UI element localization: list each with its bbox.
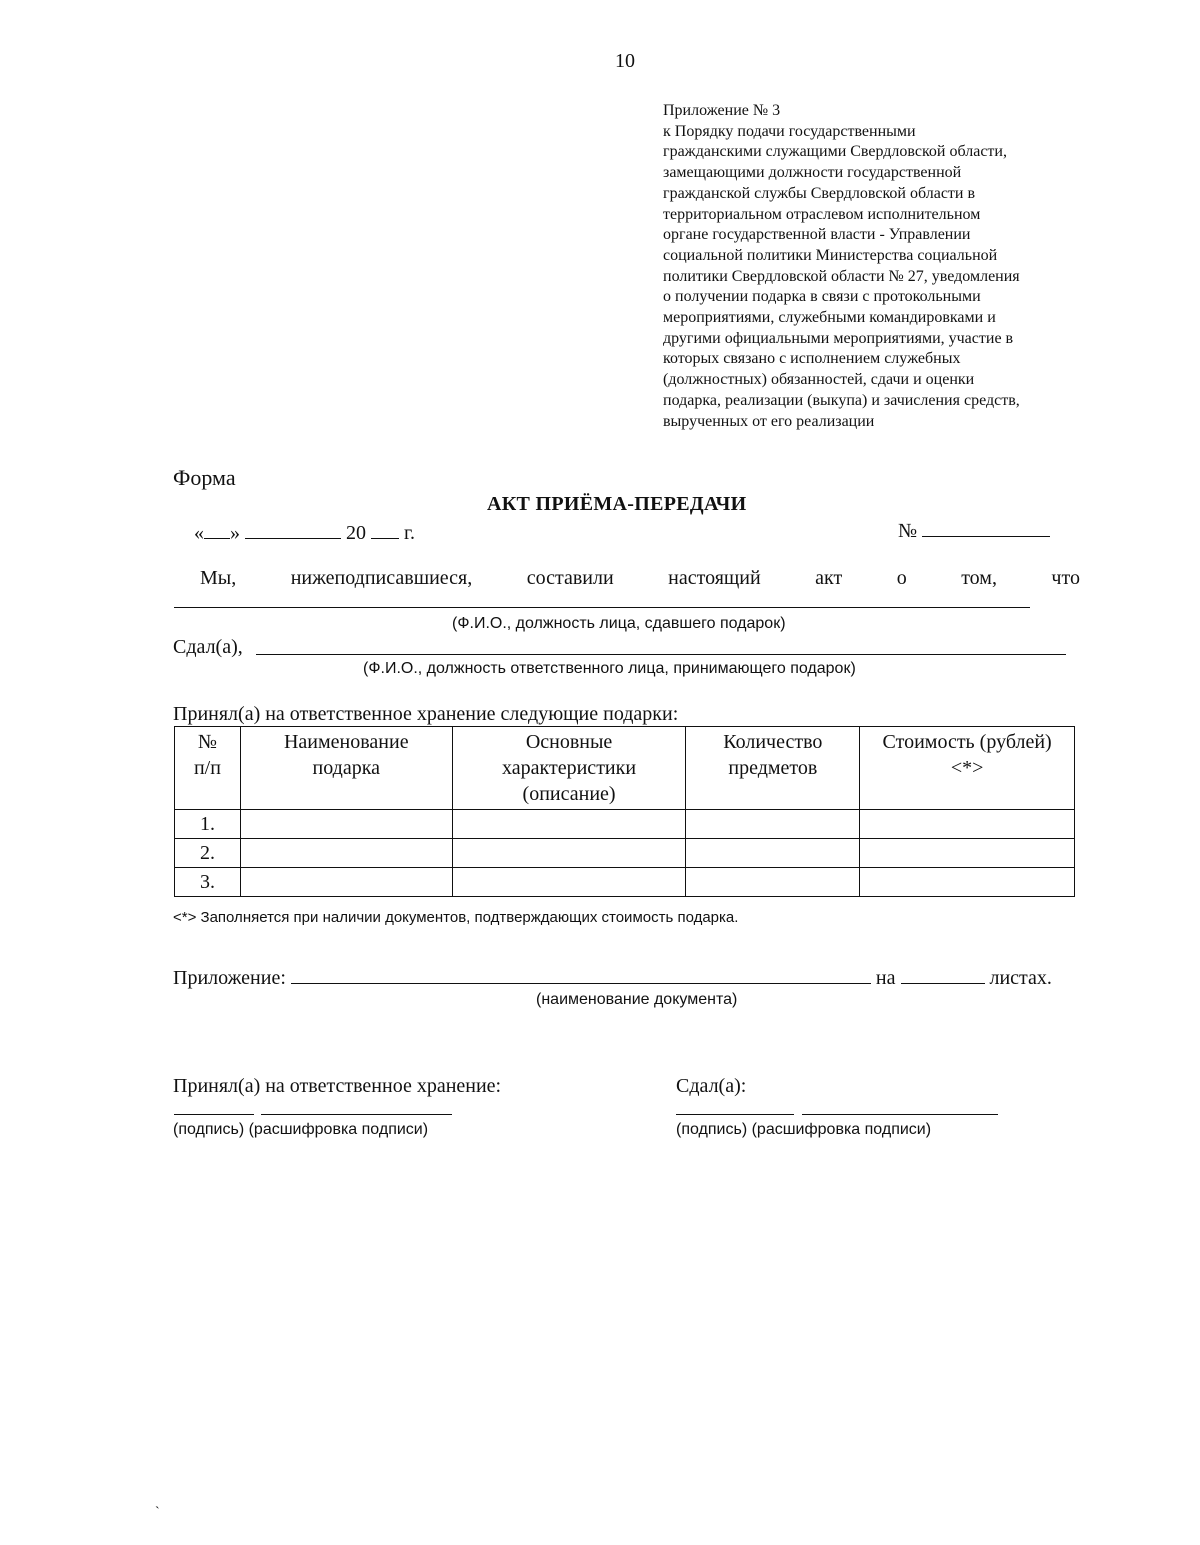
- attachment-caption: (наименование документа): [536, 991, 738, 1008]
- receiver-name-line[interactable]: [256, 654, 1066, 655]
- table-row: [175, 839, 1075, 868]
- act-number-field[interactable]: [922, 518, 1050, 537]
- intro-word: том,: [961, 567, 997, 589]
- giver-signature-decode-line[interactable]: [802, 1114, 998, 1115]
- appendix-line: замещающими должности государственной: [663, 164, 962, 182]
- date-close-quote: »: [230, 522, 240, 544]
- scan-speck: ˋ: [155, 1505, 160, 1520]
- appendix-line: территориальном отраслевом исполнительном: [663, 205, 981, 223]
- year-suffix: г.: [404, 522, 415, 544]
- giver-signature-label: Сдал(а):: [676, 1075, 747, 1097]
- appendix-line: гражданской службы Свердловской области в: [663, 184, 976, 202]
- year-prefix: 20: [346, 522, 366, 544]
- header-quantity: Количество предметов: [686, 727, 860, 810]
- header-gift-name: Наименование подарка: [240, 727, 452, 810]
- cost-cell[interactable]: [860, 810, 1075, 839]
- attachment-label: Приложение:: [173, 967, 286, 989]
- receiver-signature-caption: (подпись) (расшифровка подписи): [173, 1121, 429, 1138]
- appendix-line: (должностных) обязанностей, сдачи и оценки: [663, 371, 975, 389]
- appendix-line: органе государственной власти - Управлении: [663, 226, 971, 244]
- intro-word: Мы,: [200, 567, 237, 589]
- intro-word: нижеподписавшиеся,: [290, 567, 473, 589]
- attachment-sheets: листах.: [989, 967, 1052, 989]
- header-characteristics: Основные характеристики (описание): [452, 727, 686, 810]
- year-field[interactable]: [371, 520, 399, 539]
- table-header-row: [175, 727, 1075, 810]
- month-field[interactable]: [245, 520, 341, 539]
- cost-footnote: <*> Заполняется при наличии документов, подтверждающих стоимость подарка.: [173, 909, 739, 926]
- handed-label: Сдал(а),: [173, 636, 243, 658]
- intro-word: о: [896, 567, 907, 589]
- intro-word: настоящий: [668, 567, 761, 589]
- attachment-sheets-field[interactable]: [901, 965, 985, 984]
- giver-name-line[interactable]: [174, 607, 1030, 608]
- giver-signature-line[interactable]: [676, 1114, 794, 1115]
- quantity-cell[interactable]: [686, 839, 860, 868]
- characteristics-cell[interactable]: [452, 810, 686, 839]
- appendix-line: Приложение № 3: [663, 102, 781, 119]
- appendix-line: о получении подарка в связи с протокольными: [663, 288, 981, 306]
- giver-caption: (Ф.И.О., должность лица, сдавшего подарок): [452, 615, 786, 632]
- accepted-intro: Принял(а) на ответственное хранение следующие подарки:: [173, 703, 679, 725]
- page-number: 10: [615, 50, 635, 72]
- appendix-line: к Порядку подачи государственными: [663, 122, 916, 140]
- row-number: 1.: [175, 810, 241, 839]
- appendix-line: другими официальными мероприятиями, участие в: [663, 329, 1014, 347]
- row-number: 3.: [175, 868, 241, 897]
- date-open-quote: «: [194, 522, 204, 544]
- intro-word: акт: [815, 567, 843, 589]
- header-cost: Стоимость (рублей) <*>: [860, 727, 1075, 810]
- characteristics-cell[interactable]: [452, 868, 686, 897]
- cost-cell[interactable]: [860, 839, 1075, 868]
- gifts-table: [174, 726, 1075, 897]
- intro-word: составили: [526, 567, 614, 589]
- receiver-signature-label: Принял(а) на ответственное хранение:: [173, 1075, 502, 1097]
- attachment-line: [173, 965, 1052, 990]
- giver-signature-caption: (подпись) (расшифровка подписи): [676, 1121, 932, 1138]
- receiver-signature-decode-line[interactable]: [261, 1114, 452, 1115]
- appendix-reference: [663, 101, 1103, 432]
- appendix-line: политики Свердловской области № 27, уведомления: [663, 267, 1020, 285]
- appendix-line: мероприятиями, служебными командировками и: [663, 309, 996, 327]
- table-row: [175, 868, 1075, 897]
- appendix-line: которых связано с исполнением служебных: [663, 350, 961, 368]
- appendix-line: гражданскими служащими Свердловской области,: [663, 143, 1007, 161]
- table-row: [175, 810, 1075, 839]
- receiver-signature-line[interactable]: [174, 1114, 254, 1115]
- attachment-on: на: [875, 967, 896, 989]
- act-number: [898, 518, 1050, 543]
- gift-name-cell[interactable]: [240, 839, 452, 868]
- quantity-cell[interactable]: [686, 810, 860, 839]
- appendix-line: вырученных от его реализации: [663, 412, 875, 430]
- document-title: АКТ ПРИЁМА-ПЕРЕДАЧИ: [487, 493, 747, 515]
- intro-word: что: [1051, 567, 1080, 589]
- date-line: [194, 520, 415, 545]
- characteristics-cell[interactable]: [452, 839, 686, 868]
- attachment-document-field[interactable]: [291, 965, 871, 984]
- gift-name-cell[interactable]: [240, 810, 452, 839]
- gift-name-cell[interactable]: [240, 868, 452, 897]
- appendix-line: подарка, реализации (выкупа) и зачисления средств,: [663, 391, 1020, 409]
- quantity-cell[interactable]: [686, 868, 860, 897]
- header-number: № п/п: [175, 727, 241, 810]
- receiver-caption: (Ф.И.О., должность ответственного лица, принимающего подарок): [363, 660, 856, 677]
- intro-sentence: [200, 567, 1080, 590]
- row-number: 2.: [175, 839, 241, 868]
- cost-cell[interactable]: [860, 868, 1075, 897]
- number-sign: №: [898, 520, 918, 542]
- appendix-line: социальной политики Министерства социальной: [663, 246, 998, 264]
- form-label: Форма: [173, 465, 236, 490]
- day-field[interactable]: [204, 520, 230, 539]
